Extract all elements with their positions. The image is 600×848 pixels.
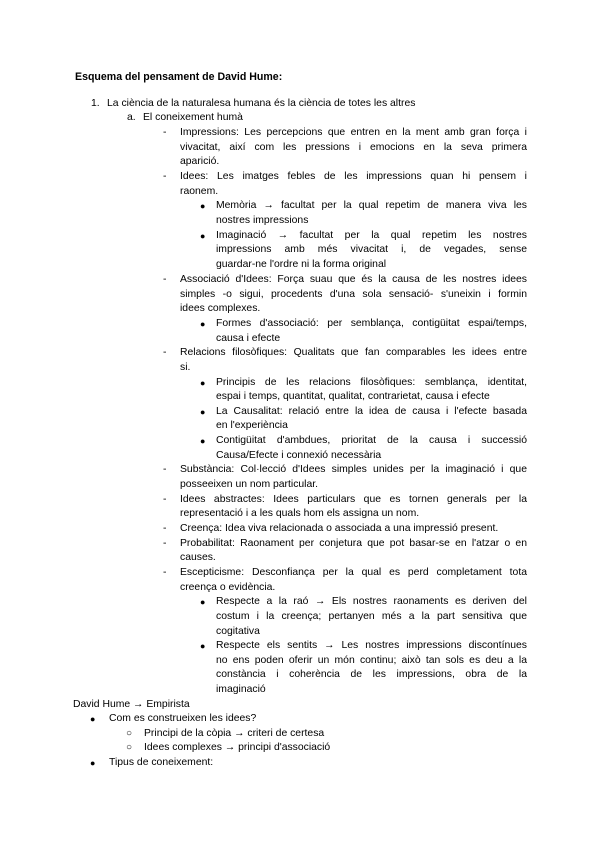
entry-creenca-line: Creença: Idea viva relacionada o associada a una impressió present. [180,523,499,534]
entry-abstractes-line: representació i a les quals hom els assigna un nom. [180,508,420,519]
entry-probabilitat-line: Probabilitat: Raonament per conjetura que pot basar-se en l'atzar o en [180,538,527,549]
bullet-marker: ● [200,641,206,651]
circle-marker: ○ [126,742,133,753]
bullet-contiguitat-line: Causa/Efecte i connexió necessària [216,450,382,461]
bullet-marker: ● [200,597,206,607]
question-tipus: Tipus de coneixement: [109,757,214,768]
dash-marker: - [163,567,167,578]
circle-marker: ○ [126,728,133,739]
bullet-sentits-line: constància i coherència de les impressions, obra de la [216,669,527,680]
entry-relacions-line: Relacions filosòfiques: Qualitats que fan comparables les idees entre [180,347,527,358]
entry-escepticisme-line: Escepticisme: Desconfiança per la qual es perd completament tota [180,567,527,578]
bullet-sentits-line: no ens poden oferir un món continu; això tan sols es deu a la [216,655,527,666]
entry-associacio-line: Associació d'Idees: Força suau que és la causa de les nostres idees [180,274,527,285]
bullet-causalitat-line: en l'experiència [216,420,288,431]
sub-bullet-associacio: Idees complexes → principi d'associació [144,742,331,753]
bullet-rao-line: costum i la creença; pertanyen més a la part sensitiva que [216,611,527,622]
dash-marker: - [163,464,167,475]
bullet-principis-line: Principis de les relacions filosòfiques: semblança, identitat, [216,377,527,388]
bullet-marker: ● [200,319,206,329]
bullet-memoria-line: nostres impressions [216,215,309,226]
entry-escepticisme-line: creença o evidència. [180,582,276,593]
bullet-formes-line: causa i efecte [216,333,281,344]
entry-impressions-line: vivacitat, així com les pressions i emocions en la seva primera [180,142,527,153]
bullet-rao-line: cogitativa [216,626,260,637]
bullet-rao-line: Respecte a la raó → Els nostres raonaments es deriven del [216,596,527,607]
bullet-principis-line: espai i temps, quantitat, qualitat, contrarietat, causa i efecte [216,391,490,402]
entry-substancia-line: Substància: Col·lecció d'Idees simples unides per la imaginació i que [180,464,527,475]
sublist-letter: a. [127,112,136,123]
bullet-imaginacio-line: guardar-ne l'ordre ni la forma original [216,259,387,270]
list-number: 1. [91,98,100,109]
bullet-sentits-line: Respecte els sentits → Les nostres impressions discontínues [216,640,527,651]
subsection-heading: El coneixement humà [143,112,243,123]
bullet-marker: ● [200,201,206,211]
entry-substancia-line: posseeixen un nom particular. [180,479,319,490]
dash-marker: - [163,494,167,505]
bullet-marker: ● [200,436,206,446]
bullet-marker: ● [200,378,206,388]
dash-marker: - [163,538,167,549]
entry-relacions-line: si. [180,362,191,373]
sub-bullet-copia: Principi de la còpia → criteri de certesa [144,728,325,739]
bullet-marker: ● [200,231,206,241]
hume-empirista-line: David Hume → Empirista [73,699,190,710]
dash-marker: - [163,127,167,138]
dash-marker: - [163,523,167,534]
entry-impressions-line: Impressions: Les percepcions que entren en la ment amb gran força i [180,127,527,138]
dash-marker: - [163,274,167,285]
question-ideas: Com es construeixen les idees? [109,713,257,724]
entry-associacio-line: idees complexes. [180,303,261,314]
bullet-memoria-line: Memòria → facultat per la qual repetim de manera viva les [216,200,527,211]
section-heading: La ciència de la naturalesa humana és la ciència de totes les altres [107,98,416,109]
bullet-marker: ● [90,758,96,768]
dash-marker: - [163,171,167,182]
bullet-marker: ● [90,714,96,724]
bullet-formes-line: Formes d'associació: per semblança, contigüitat espai/temps, [216,318,527,329]
bullet-causalitat-line: La Causalitat: relació entre la idea de causa i l'efecte basada [216,406,527,417]
document-title: Esquema del pensament de David Hume: [75,71,283,83]
entry-idees-line: raonem. [180,186,219,197]
dash-marker: - [163,347,167,358]
bullet-sentits-line: imaginació [216,684,266,695]
bullet-imaginacio-line: impressions amb més vivacitat i, de vegades, sense [216,244,527,255]
entry-probabilitat-line: causes. [180,552,216,563]
bullet-marker: ● [200,407,206,417]
entry-impressions-line: aparició. [180,156,220,167]
bullet-contiguitat-line: Contigüitat d'ambdues, prioritat de la causa i successió [216,435,527,446]
bullet-imaginacio-line: Imaginació → facultat per la qual repetim les nostres [216,230,527,241]
entry-abstractes-line: Idees abstractes: Idees particulars que es tornen generals per la [180,494,527,505]
entry-idees-line: Idees: Les imatges febles de les impressions quan hi pensem i [180,171,527,182]
entry-associacio-line: simples -o sigui, procedents d'una sola sensació- s'uneixin i formin [180,289,527,300]
